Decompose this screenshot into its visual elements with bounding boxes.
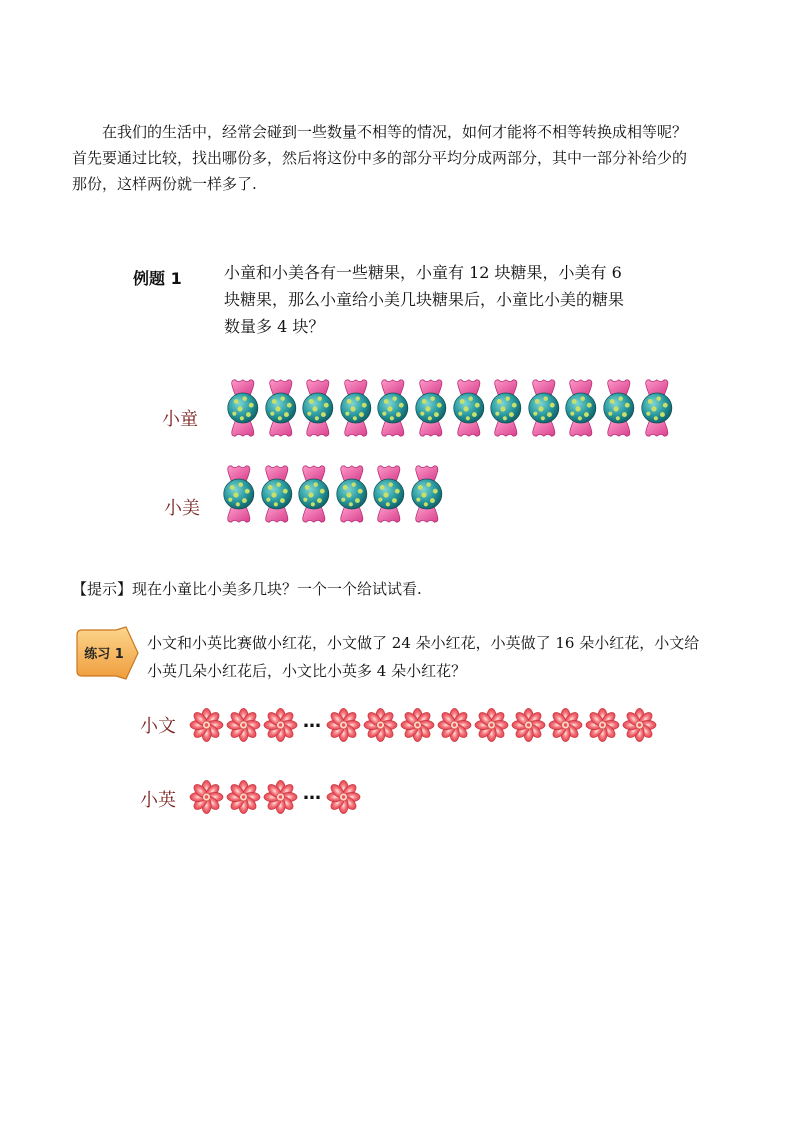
example-question <box>224 259 704 340</box>
intro-line: 那份，这样两份就一样多了. <box>72 175 257 193</box>
red-flower-icon <box>621 708 658 742</box>
red-flower-icon <box>510 708 547 742</box>
example-line: 小童和小美各有一些糖果，小童有 12 块糖果，小美有 6 <box>224 263 622 282</box>
ellipsis: … <box>303 711 321 732</box>
candy-icon <box>600 376 638 440</box>
practice-question <box>147 629 747 685</box>
practice-badge <box>74 625 140 681</box>
candy-icon <box>408 462 446 526</box>
candy-icon <box>638 376 676 440</box>
intro-paragraph <box>72 119 732 197</box>
candy-row-xiaomei <box>220 462 446 526</box>
practice-line: 小英几朵小红花后，小文比小英多 4 朵小红花？ <box>147 662 467 680</box>
candy-icon <box>525 376 563 440</box>
ellipsis: … <box>303 783 321 804</box>
flower-row-label-xiaoying: 小英 <box>140 790 176 811</box>
arrow-badge-icon <box>74 625 140 681</box>
example-line: 块糖果，那么小童给小美几块糖果后，小童比小美的糖果 <box>224 290 625 309</box>
red-flower-icon <box>225 708 262 742</box>
red-flower-icon <box>547 708 584 742</box>
flower-row-label-xiaowen: 小文 <box>140 716 176 737</box>
candy-icon <box>450 376 488 440</box>
candy-icon <box>562 376 600 440</box>
candy-icon <box>258 462 296 526</box>
flower-row-xiaoying <box>188 780 362 814</box>
candy-icon <box>370 462 408 526</box>
red-flower-icon <box>262 708 299 742</box>
red-flower-icon <box>262 780 299 814</box>
red-flower-icon <box>473 708 510 742</box>
red-flower-icon <box>362 708 399 742</box>
candy-row-label-xiaotong: 小童 <box>162 409 198 430</box>
candy-row-label-xiaomei: 小美 <box>164 498 200 519</box>
candy-icon <box>295 462 333 526</box>
hint-text: 【提示】现在小童比小美多几块？一个一个给试试看. <box>72 580 422 598</box>
red-flower-icon <box>399 708 436 742</box>
candy-icon <box>412 376 450 440</box>
candy-icon <box>337 376 375 440</box>
red-flower-icon <box>188 780 225 814</box>
candy-row-xiaotong <box>224 376 675 440</box>
candy-icon <box>374 376 412 440</box>
red-flower-icon <box>584 708 621 742</box>
candy-icon <box>487 376 525 440</box>
intro-line: 首先要通过比较，找出哪份多，然后将这份中多的部分平均分成两部分，其中一部分补给少的 <box>72 149 688 167</box>
example-label: 例题 1 <box>133 269 182 288</box>
red-flower-icon <box>325 708 362 742</box>
flower-row-xiaowen <box>188 708 658 742</box>
red-flower-icon <box>436 708 473 742</box>
practice-line: 小文和小英比赛做小红花，小文做了 24 朵小红花，小英做了 16 朵小红花，小文给 <box>147 634 700 652</box>
candy-icon <box>333 462 371 526</box>
red-flower-icon <box>325 780 362 814</box>
candy-icon <box>299 376 337 440</box>
candy-icon <box>224 376 262 440</box>
red-flower-icon <box>188 708 225 742</box>
candy-icon <box>262 376 300 440</box>
intro-line: 在我们的生活中，经常会碰到一些数量不相等的情况，如何才能将不相等转换成相等呢？ <box>102 123 688 141</box>
practice-badge-label: 练习 1 <box>84 647 124 662</box>
red-flower-icon <box>225 780 262 814</box>
candy-icon <box>220 462 258 526</box>
example-line: 数量多 4 块？ <box>224 317 325 336</box>
